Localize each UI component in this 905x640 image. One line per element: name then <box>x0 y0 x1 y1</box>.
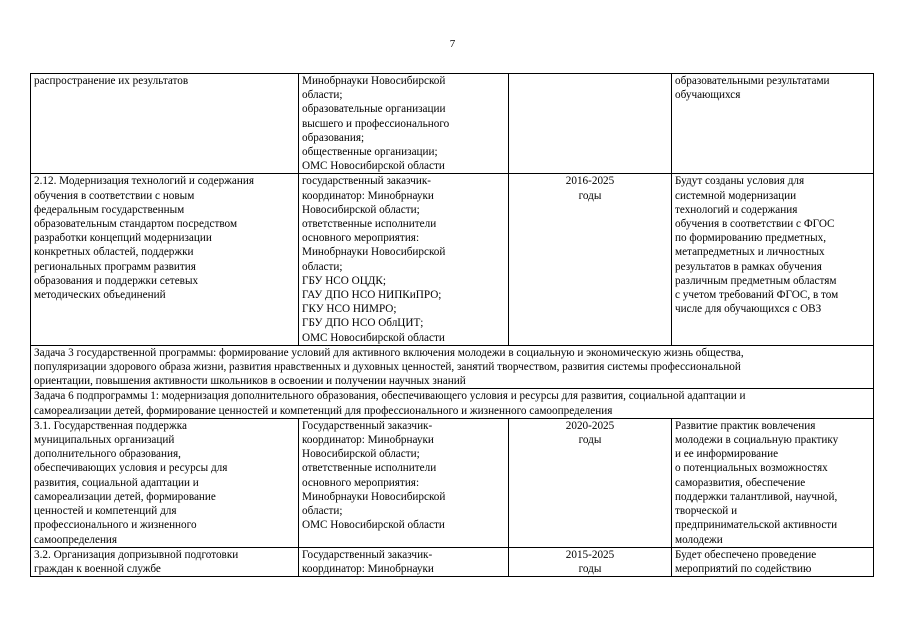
measure-name-line: обучения в соответствии с новым <box>34 189 195 202</box>
task-heading-line: самореализации детей, формирование ценностей и компетенций для профессионального и жизненного самоопределения <box>34 404 613 417</box>
period-line: 2020-2025 <box>565 419 615 432</box>
responsible-line: ГБУ ДПО НСО ОблЦИТ; <box>302 317 424 330</box>
responsible-line: ОМС Новосибирской области <box>302 519 445 532</box>
measure-name-line: федеральным государственным <box>34 203 185 216</box>
measure-name-line: граждан к военной службе <box>34 562 161 575</box>
responsible-line: Минобрнауки Новосибирской <box>302 75 446 87</box>
result-cell <box>672 74 874 174</box>
responsible-line: ГКУ НСО НИМРО; <box>302 303 397 316</box>
task-heading-line: популяризации здорового образа жизни, развития нравственных и духовных ценностей, занятий творчеством, развития системы профессиональной <box>34 361 741 374</box>
measure-name-line: региональных программ развития <box>34 260 196 273</box>
result-line: результатов в рамках обучения <box>675 260 822 273</box>
measure-name-cell <box>31 174 299 345</box>
period-cell <box>509 418 672 547</box>
measure-name-line: самореализации детей, формирование <box>34 490 216 503</box>
period-line: годы <box>578 434 602 447</box>
period-cell <box>509 174 672 345</box>
result-cell <box>672 547 874 576</box>
responsible-line: Новосибирской области; <box>302 448 420 461</box>
page-number: 7 <box>449 38 456 50</box>
measure-name-cell <box>31 418 299 547</box>
measure-name-line: конкретных областей, поддержки <box>34 246 194 259</box>
responsible-line: общественные организации; <box>302 146 438 159</box>
period-cell <box>509 547 672 576</box>
responsible-line: Минобрнауки Новосибирской <box>302 246 446 259</box>
measure-name-line: самоопределения <box>34 533 118 546</box>
task-heading-row <box>31 389 874 418</box>
responsible-line: основного мероприятия: <box>302 476 420 489</box>
measure-name-line: муниципальных организаций <box>34 434 175 447</box>
task-heading-row <box>31 345 874 389</box>
result-line: молодежи <box>675 533 723 546</box>
period-line: годы <box>578 189 602 202</box>
responsible-line: основного мероприятия: <box>302 232 420 245</box>
responsible-line: координатор: Минобрнауки <box>302 189 434 202</box>
responsible-line: ОМС Новосибирской области <box>302 331 445 344</box>
result-line: творческой и <box>675 505 738 518</box>
result-line: числе для обучающихся с ОВЗ <box>675 303 822 316</box>
measure-name-line: распространение их результатов <box>34 75 189 87</box>
measure-name-line: профессионального и жизненного <box>34 519 197 532</box>
result-line: метапредметных и личностных <box>675 246 825 259</box>
result-line: поддержки талантливой, научной, <box>675 490 838 503</box>
result-line: обучающихся <box>675 89 741 102</box>
result-line: саморазвития, обеспечение <box>675 476 806 489</box>
result-line: Будут созданы условия для <box>675 175 805 188</box>
measure-name-line: 2.12. Модернизация технологий и содержания <box>34 175 254 188</box>
measure-name-line: методических объединений <box>34 289 166 302</box>
measure-name-line: дополнительного образования, <box>34 448 181 461</box>
responsible-line: области; <box>302 505 343 518</box>
responsible-cell <box>299 174 509 345</box>
responsible-cell <box>299 547 509 576</box>
measure-name-line: 3.1. Государственная поддержка <box>34 419 187 432</box>
result-line: Будет обеспечено проведение <box>675 548 817 561</box>
responsible-cell <box>299 74 509 174</box>
task-heading-line: Задача 3 государственной программы: формирование условий для активного включения молодежи в социальную и экономическую жизнь общества, <box>34 346 744 359</box>
measure-row <box>31 418 874 547</box>
measure-name-cell <box>31 74 299 174</box>
responsible-line: ответственные исполнители <box>302 218 437 231</box>
responsible-line: области; <box>302 260 343 273</box>
result-cell <box>672 418 874 547</box>
task-heading-cell <box>31 345 874 389</box>
result-line: обучения в соответствии с ФГОС <box>675 218 835 231</box>
measure-row <box>31 547 874 576</box>
responsible-line: высшего и профессионального <box>302 117 450 130</box>
result-line: образовательными результатами <box>675 75 830 87</box>
responsible-line: образовательные организации <box>302 103 446 116</box>
result-line: по формированию предметных, <box>675 232 827 245</box>
responsible-line: ГБУ НСО ОЦДК; <box>302 274 386 287</box>
measure-name-cell <box>31 547 299 576</box>
measure-name-line: развития, социальной адаптации и <box>34 476 199 489</box>
period-line: 2016-2025 <box>565 175 615 188</box>
period-line: годы <box>578 562 602 575</box>
responsible-line: Государственный заказчик- <box>302 419 433 432</box>
period-cell <box>509 74 672 174</box>
measure-name-line: разработки концепций модернизации <box>34 232 212 245</box>
task-heading-cell <box>31 389 874 418</box>
result-line: предпринимательской активности <box>675 519 838 532</box>
measure-name-line: образования и поддержки сетевых <box>34 274 199 287</box>
result-line: различным предметным областям <box>675 274 837 287</box>
responsible-line: ГАУ ДПО НСО НИПКиПРО; <box>302 289 442 302</box>
responsible-line: ответственные исполнители <box>302 462 437 475</box>
responsible-line: Государственный заказчик- <box>302 548 433 561</box>
result-line: системной модернизации <box>675 189 797 202</box>
result-line: технологий и содержания <box>675 203 798 216</box>
result-line: Развитие практик вовлечения <box>675 419 816 432</box>
result-line: с учетом требований ФГОС, в том <box>675 289 839 302</box>
responsible-line: координатор: Минобрнауки <box>302 434 434 447</box>
result-cell <box>672 174 874 345</box>
responsible-line: образования; <box>302 131 365 144</box>
period-line: 2015-2025 <box>565 548 615 561</box>
measure-name-line: ценностей и компетенций для <box>34 505 177 518</box>
program-measures-table <box>30 73 874 577</box>
responsible-cell <box>299 418 509 547</box>
measure-name-line: 3.2. Организация допризывной подготовки <box>34 548 239 561</box>
responsible-line: государственный заказчик- <box>302 175 432 188</box>
task-heading-line: Задача 6 подпрограммы 1: модернизация дополнительного образования, обеспечивающего условия и ресурсы для развития, социальной адаптации и <box>34 390 746 403</box>
responsible-line: Минобрнауки Новосибирской <box>302 490 446 503</box>
task-heading-line: ориентации, повышения активности школьников в освоении и получении научных знаний <box>34 375 466 388</box>
responsible-line: ОМС Новосибирской области <box>302 160 445 173</box>
measure-name-line: обеспечивающих условия и ресурсы для <box>34 462 228 475</box>
responsible-line: координатор: Минобрнауки <box>302 562 434 575</box>
measure-row <box>31 74 874 174</box>
result-line: и ее информирование <box>675 448 779 461</box>
responsible-line: области; <box>302 89 343 102</box>
measure-row <box>31 174 874 345</box>
result-line: мероприятий по содействию <box>675 562 812 575</box>
result-line: о потенциальных возможностях <box>675 462 828 475</box>
responsible-line: Новосибирской области; <box>302 203 420 216</box>
result-line: молодежи в социальную практику <box>675 434 839 447</box>
measure-name-line: образовательным стандартом посредством <box>34 218 238 231</box>
